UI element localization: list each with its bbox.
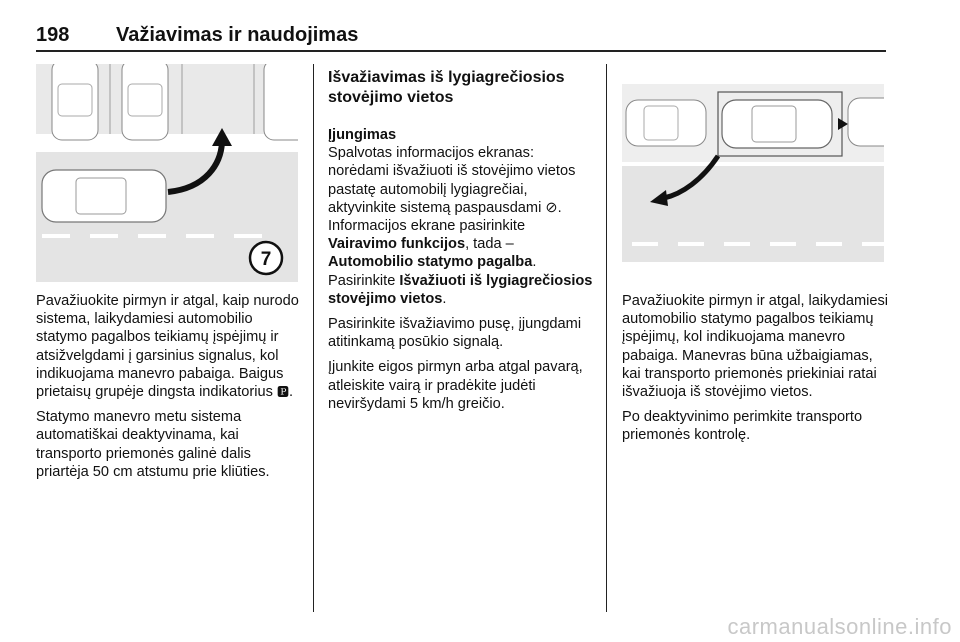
header-rule <box>36 50 886 52</box>
figure-number: 7 <box>260 249 272 270</box>
parking-illustration <box>36 64 298 282</box>
paragraph: Įjunkite eigos pirmyn arba atgal pavarą, atleiskite vairą ir pradėkite judėti neviršydami 5 km/h greičio. <box>328 359 583 412</box>
menu-label: Išvažiuoti iš lygiagrečiosios stovėjimo vietos <box>328 272 593 307</box>
column-right <box>622 292 892 452</box>
section-heading: Išvažiavimas iš lygiagrečiosios stovėjimo vietos <box>328 69 565 106</box>
paragraph-text: Informacijos ekrane pasirinkite <box>328 218 526 235</box>
paragraph <box>328 144 596 308</box>
own-car <box>722 100 832 148</box>
rear-parked-car <box>848 98 884 146</box>
column-middle <box>328 68 596 420</box>
road <box>622 166 884 262</box>
parallel-exit-illustration <box>622 84 884 262</box>
paragraph: Pavažiuokite pirmyn ir atgal, laikydamiesi automobilio statymo pagalbos teikiamų įspėjimų, kol indikuojama manevro pabaiga. Manevras būna užbaigiamas, kai transporto priemonės priekiniai ratai išvažiuoja iš stovėjimo vietos. <box>622 293 889 401</box>
paragraph-text: . <box>532 254 537 271</box>
parking-sensor-icon: ⊘ <box>545 199 558 216</box>
paragraph-text: . <box>288 384 294 401</box>
menu-label: Automobilio statymo pagalba <box>328 254 533 271</box>
paragraph-text: . <box>442 290 447 307</box>
column-divider <box>606 64 607 612</box>
watermark: carmanualsonline.info <box>727 614 952 639</box>
front-parked-car <box>626 100 706 146</box>
parking-assist-icon: 🅿︎ <box>276 385 289 400</box>
paragraph: Po deaktyvinimo perimkite transporto priemonės kontrolę. <box>622 409 863 444</box>
paragraph-text: Pasirinkite <box>328 272 400 289</box>
paragraph-text: Pavažiuokite pirmyn ir atgal, kaip nurodo sistema, laikydamiesi automobilio statymo pagalbos teikiamų įspėjimų ir atsižvelgdami į garsinius signalus, kol indikuojama manevro pabaiga. Baigus prietaisų grupėje dingsta indikatorius <box>36 293 299 401</box>
paragraph: Statymo manevro metu sistema automatiškai deaktyvinama, kai transporto priemonės galinė dalis priartėja 50 cm atstumu prie kliūties. <box>36 409 270 480</box>
paragraph-text: Spalvotas informacijos ekranas: norėdami išvažiuoti iš stovėjimo vietos pastatę automobilį lygiagrečiai, aktyvinkite sistemą paspausdami <box>328 145 576 216</box>
page-header <box>36 24 886 50</box>
page-number: 198 <box>36 24 70 46</box>
paragraph <box>36 292 306 401</box>
paragraph-text: , tada – <box>465 236 514 253</box>
paragraph: Pasirinkite išvažiavimo pusę, įjungdami atitinkamą posūkio signalą. <box>328 316 582 351</box>
subheading: Įjungimas <box>328 127 397 143</box>
maneuvering-car <box>42 170 166 222</box>
column-divider <box>313 64 314 612</box>
menu-label: Vairavimo funkcijos <box>328 236 466 253</box>
page-title: Važiavimas ir naudojimas <box>116 24 359 46</box>
paragraph-text: . <box>557 199 562 216</box>
column-left <box>36 292 306 488</box>
